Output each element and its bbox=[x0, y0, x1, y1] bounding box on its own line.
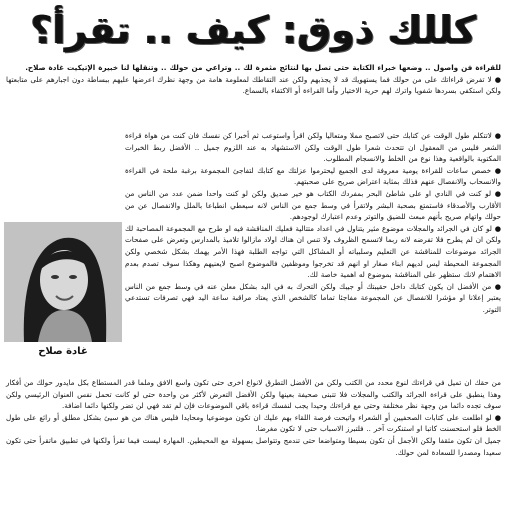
author-portrait-image bbox=[4, 222, 122, 342]
author-photo bbox=[4, 222, 122, 342]
article-paragraph-7: من حقك ان تميل في قراءتك لنوع محدد من الكتب ولكن من الأفضل التطرق لانواع اخرى حتى تكون واسع الافق وملما قدر المستطاع بكل مايدور حولك من أفكار وهذا ينطبق على قراءة الجرائد والكتب والمجلات فلا تتبنى صحيفة بعينها ولكن الأفضل التعرض لأكثر من واحدة حتى لو كانت تحمل نفس العنوان الرئيسي ولكن سوف تجده دائما من وجهة نظر مختلفة وحتى مع قراءتك وحيدا يجب لنفسك قراءة باقي الموضوعات فإن لم تفد فهي لن تضر ولكنها دائما اضافة. bbox=[6, 378, 501, 411]
top-text-block bbox=[6, 62, 501, 97]
article-paragraph-6: ● من الأفضل ان يكون كتابك داخل حقيبتك أو جيبك ولكن التحرك به في اليد بشكل معلن عنه في وسط جمع من الناس يعتبر إعلانا او مؤشرا للانفصال عن المجموعة مفاجئا تماما كالشخص الذي يعتاد مراقبة ساعة اليد فهي تصرفات تستدعي التوتر. bbox=[125, 281, 501, 314]
bottom-text-block bbox=[6, 377, 501, 458]
photo-caption: غادة صلاح bbox=[38, 346, 88, 357]
article-paragraph-4: ● لو كنت في النادي او على شاطئ البحر بمفردك الكتاب هو خير صديق ولكن لو كنت واحدا ضمن عدد من الناس من الأقارب والأصدقاء فاستمتع بصحبة البشر ولاتقرأ في وسط جمع من الناس لانه سيعطي انطباعا بالملل والانفصال عن من حولك واتهام صريح بأنهم مبعث للضيق والتوتر وعدم اعتبارك لوجودهم. bbox=[125, 188, 501, 222]
article-paragraph-2: ● لاتتكلم طول الوقت عن كتابك حتى لاتصبح مملا ومتعاليا ولكن اقرأ واستوعب ثم أخبرا كن نفسك فان كنت من هواة قراءة الشعر فليس من المعقول ان تتحدث شعرا طول الوقت ولكن الاستشهاد به عند اللزوم جميل .. الأفضل ربط الخبرات المكتوبة بالواقعية وهذا نوع من الخلط والانسجام المطلوب. bbox=[125, 131, 501, 164]
article-paragraph-3: ● خصص ساعات للقراءة يومية معروفة لدى الجميع ليحترموا عزلتك مع كتابك لتفاجئ المجموعة برغبة ملحة في القراءة والانسحاب والانفصال عنهم فذلك بمثابة اعتراض صريح على صحبتهم. bbox=[125, 165, 501, 187]
article-paragraph-8: ● لو اطلعت على كتابات الصحفيين أو الشعراء واتيحت فرصة اللقاء بهم عليك ان تكون موضوعيا ومحايدا فليس هناك من هو سيئ بشكل مطلق أو رائع على طول الخط فلو استحسنت كاتبا او استنكرت آخر .. فلتبرز الاسباب حتى لا تكون مغرضا. bbox=[6, 412, 501, 434]
article-paragraph-1: ● لا تفرض قراءاتك على من حولك فما يستهويك قد لا يجذبهم ولكن عند التقاطك لمعلومة هامة من وجهة نظرك اعرضها عليهم ببساطة دون اجبارهم على متابعتها ولكن استكفي بسردها شفويا واترك لهم حرية الاختيار وأما القراءة أو الاكتفاء بالسماع. bbox=[6, 74, 501, 96]
article-paragraph-9: جميل ان تكون مثقفا ولكن الأجمل أن تكون بسيطا ومتواضعا حتى تندمج وتتواصل بسهولة مع المحيطين. المهارة ليست فيما تقرأ ولكنها في تطبيق ماتقرأ حتى تكون سعيدا ومصدرا للسعادة لمن حولك. bbox=[6, 435, 501, 457]
article-intro: للقراءة فن واصول .. وضعها خبراء الكتابة حتى تصل بها لنتائج مثمرة لك .. وتراعي من حولك .. وتنقلها لنا خبيرة الإتيكيت غادة صلاح. bbox=[25, 63, 501, 72]
article-paragraph-5: ● لو كان في الجرائد والمجلات موضوع مثير يتناول في اعداد متتالية فعليك المناقشة فيه او طرح مع المجموعة المصاحبة لك ولكن ان لم يطرح فلا تفرضه لانه ربما لاتسمح الظروف ولا تنس ان هناك اولاد مازالوا تلاميذ بالمدارس وتعرض على صفحات الجرائد موضوعات للمناقشة عن التعليم وسلبياته أو المشاكل التي تواجه الطلبة فهذا الأمر يهمك بشكل شخصي ولكن المجموعة المحيطة ليس لديهم ابناء صغار او انهم قد تخرجوا وموظفين فالموضوع اصبح لايعنيهم وهكذا سوف تصدم بعدم الاهتمام لانك ستظهر على المناقشة بموضوع له اهمية خاصة لك. bbox=[125, 223, 501, 280]
article-title: كللك ذوق: كيف .. تقرأ؟ bbox=[30, 8, 477, 52]
right-text-column bbox=[125, 130, 501, 316]
